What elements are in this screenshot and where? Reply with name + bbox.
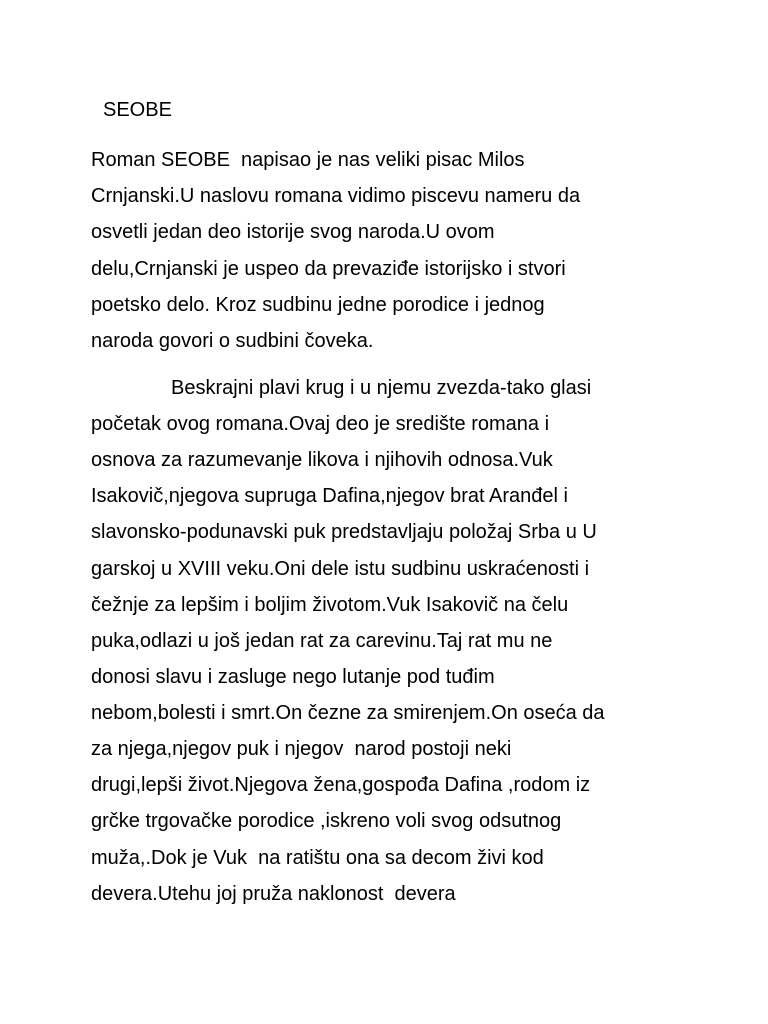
text-line: za njega,njegov puk i njegov narod postoji neki xyxy=(91,738,512,760)
text-line: naroda govori o sudbini čoveka. xyxy=(91,330,374,352)
text-line: početak ovog romana.Ovaj deo je središte romana i xyxy=(91,413,550,435)
text-line: delu,Crnjanski je uspeo da prevaziđe istorijsko i stvori xyxy=(91,258,566,280)
text-line: donosi slavu i zasluge nego lutanje pod tuđim xyxy=(91,666,495,688)
text-line: poetsko delo. Kroz sudbinu jedne porodice i jednog xyxy=(91,294,545,316)
text-line: osnova za razumevanje likova i njihovih odnosa.Vuk xyxy=(91,449,553,471)
text-line: Isakovič,njegova supruga Dafina,njegov brat Aranđel i xyxy=(91,485,568,507)
text-line: čežnje za lepšim i boljim životom.Vuk Isakovič na čelu xyxy=(91,594,569,616)
text-line: muža,.Dok je Vuk na ratištu ona sa decom živi kod xyxy=(91,847,544,869)
text-line: Roman SEOBE napisao je nas veliki pisac Milos xyxy=(91,149,525,171)
document-title: SEOBE xyxy=(103,99,172,121)
text-line: grčke trgovačke porodice ,iskreno voli svog odsutnog xyxy=(91,810,562,832)
text-line: slavonsko-podunavski puk predstavljaju položaj Srba u U xyxy=(91,521,597,543)
text-line: Crnjanski.U naslovu romana vidimo piscevu nameru da xyxy=(91,185,581,207)
text-line: garskoj u XVIII veku.Oni dele istu sudbinu uskraćenosti i xyxy=(91,558,590,580)
text-line: osvetli jedan deo istorije svog naroda.U ovom xyxy=(91,221,495,243)
text-line: devera.Utehu joj pruža naklonost devera xyxy=(91,883,456,905)
text-line: Beskrajni plavi krug i u njemu zvezda-tako glasi xyxy=(171,377,592,399)
text-line: drugi,lepši život.Njegova žena,gospođa Dafina ,rodom iz xyxy=(91,774,591,796)
text-line: nebom,bolesti i smrt.On čezne za smirenjem.On oseća da xyxy=(91,702,605,724)
text-line: puka,odlazi u još jedan rat za carevinu.Taj rat mu ne xyxy=(91,630,553,652)
